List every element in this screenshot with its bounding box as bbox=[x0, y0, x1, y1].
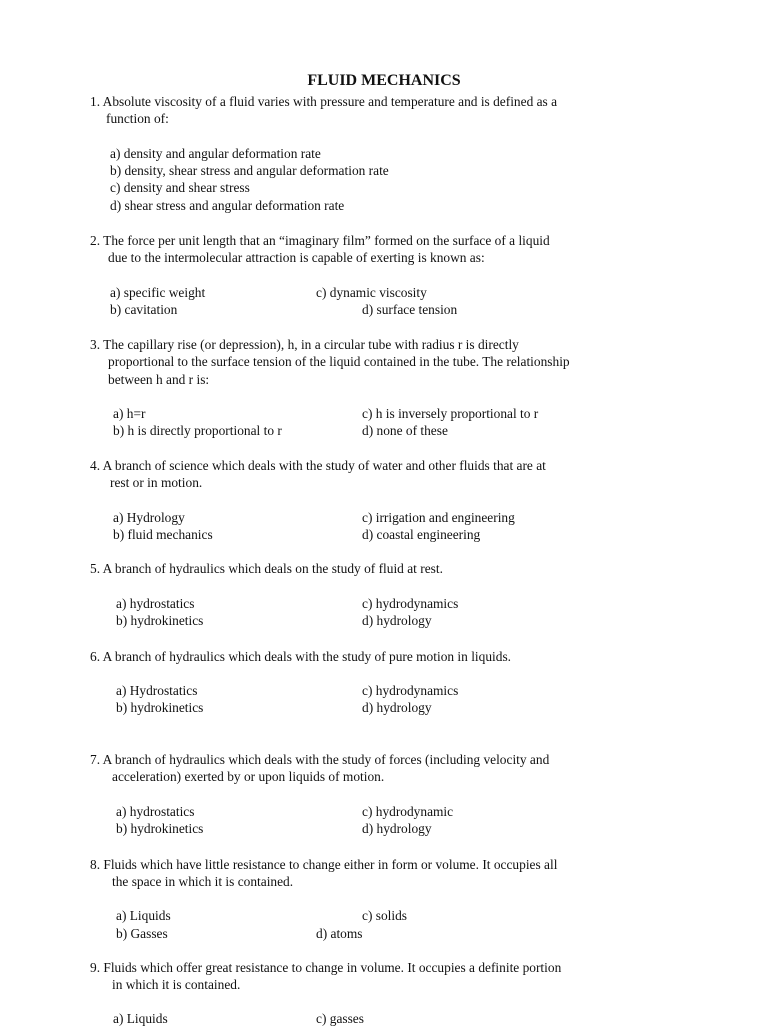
question-6-option-c: c) hydrodynamics bbox=[362, 683, 459, 698]
question-2-option-c: c) dynamic viscosity bbox=[316, 285, 427, 300]
question-8-option-d: d) atoms bbox=[316, 926, 363, 941]
question-5-option-b: b) hydrokinetics bbox=[116, 613, 204, 628]
question-1-text-cont: function of: bbox=[106, 111, 169, 126]
question-8-option-c: c) solids bbox=[362, 908, 408, 923]
question-3-option-b: b) h is directly proportional to r bbox=[113, 423, 282, 438]
page-title: FLUID MECHANICS bbox=[307, 72, 461, 89]
question-4-option-b: b) fluid mechanics bbox=[113, 527, 213, 542]
question-9-option-a: a) Liquids bbox=[113, 1011, 168, 1026]
question-3-option-c: c) h is inversely proportional to r bbox=[362, 406, 539, 421]
question-5-option-d: d) hydrology bbox=[362, 613, 432, 628]
question-1-option-c: c) density and shear stress bbox=[110, 180, 250, 195]
question-9-option-c: c) gasses bbox=[316, 1011, 364, 1026]
question-9-text: 9. Fluids which offer great resistance to change in volume. It occupies a definite portion bbox=[90, 960, 562, 975]
question-2-option-d: d) surface tension bbox=[362, 302, 458, 317]
question-6-text: 6. A branch of hydraulics which deals with the study of pure motion in liquids. bbox=[90, 649, 511, 664]
question-3-text: 3. The capillary rise (or depression), h, in a circular tube with radius r is directly bbox=[90, 337, 519, 352]
question-4-option-d: d) coastal engineering bbox=[362, 527, 481, 542]
question-7-text-cont: acceleration) exerted by or upon liquids of motion. bbox=[112, 769, 385, 784]
question-1-option-b: b) density, shear stress and angular deformation rate bbox=[110, 163, 389, 178]
question-8-text: 8. Fluids which have little resistance to change either in form or volume. It occupies all bbox=[90, 857, 558, 872]
question-8-option-b: b) Gasses bbox=[116, 926, 168, 941]
question-7-option-c: c) hydrodynamic bbox=[362, 804, 454, 819]
question-4-text-cont: rest or in motion. bbox=[110, 475, 203, 490]
question-3-option-d: d) none of these bbox=[362, 423, 448, 438]
question-2-text: 2. The force per unit length that an “imaginary film” formed on the surface of a liquid bbox=[90, 233, 550, 248]
question-6-option-d: d) hydrology bbox=[362, 700, 432, 715]
question-1-option-a: a) density and angular deformation rate bbox=[110, 146, 321, 161]
question-3-text-cont: proportional to the surface tension of the liquid contained in the tube. The relationship bbox=[108, 354, 570, 369]
question-5-option-a: a) hydrostatics bbox=[116, 596, 195, 611]
question-7-option-a: a) hydrostatics bbox=[116, 804, 195, 819]
question-2-option-b: b) cavitation bbox=[110, 302, 178, 317]
question-2-text-cont: due to the intermolecular attraction is capable of exerting is known as: bbox=[108, 250, 485, 265]
question-1-option-d: d) shear stress and angular deformation rate bbox=[110, 198, 345, 213]
question-4-text: 4. A branch of science which deals with the study of water and other fluids that are at bbox=[90, 458, 546, 473]
question-2-option-a: a) specific weight bbox=[110, 285, 206, 300]
question-6-option-b: b) hydrokinetics bbox=[116, 700, 204, 715]
question-4-option-a: a) Hydrology bbox=[113, 510, 185, 525]
question-3-option-a: a) h=r bbox=[113, 406, 146, 421]
question-5-option-c: c) hydrodynamics bbox=[362, 596, 459, 611]
question-7-option-b: b) hydrokinetics bbox=[116, 821, 204, 836]
question-8-option-a: a) Liquids bbox=[116, 908, 171, 923]
question-8-text-cont: the space in which it is contained. bbox=[112, 874, 294, 889]
question-6-option-a: a) Hydrostatics bbox=[116, 683, 198, 698]
question-4-option-c: c) irrigation and engineering bbox=[362, 510, 515, 525]
question-3-text-cont-2: between h and r is: bbox=[108, 372, 210, 387]
question-1-text: 1. Absolute viscosity of a fluid varies with pressure and temperature and is defined as a bbox=[90, 94, 558, 109]
question-7-option-d: d) hydrology bbox=[362, 821, 432, 836]
question-9-text-cont: in which it is contained. bbox=[112, 977, 241, 992]
question-5-text: 5. A branch of hydraulics which deals on the study of fluid at rest. bbox=[90, 561, 443, 576]
question-7-text: 7. A branch of hydraulics which deals with the study of forces (including velocity and bbox=[90, 752, 550, 767]
